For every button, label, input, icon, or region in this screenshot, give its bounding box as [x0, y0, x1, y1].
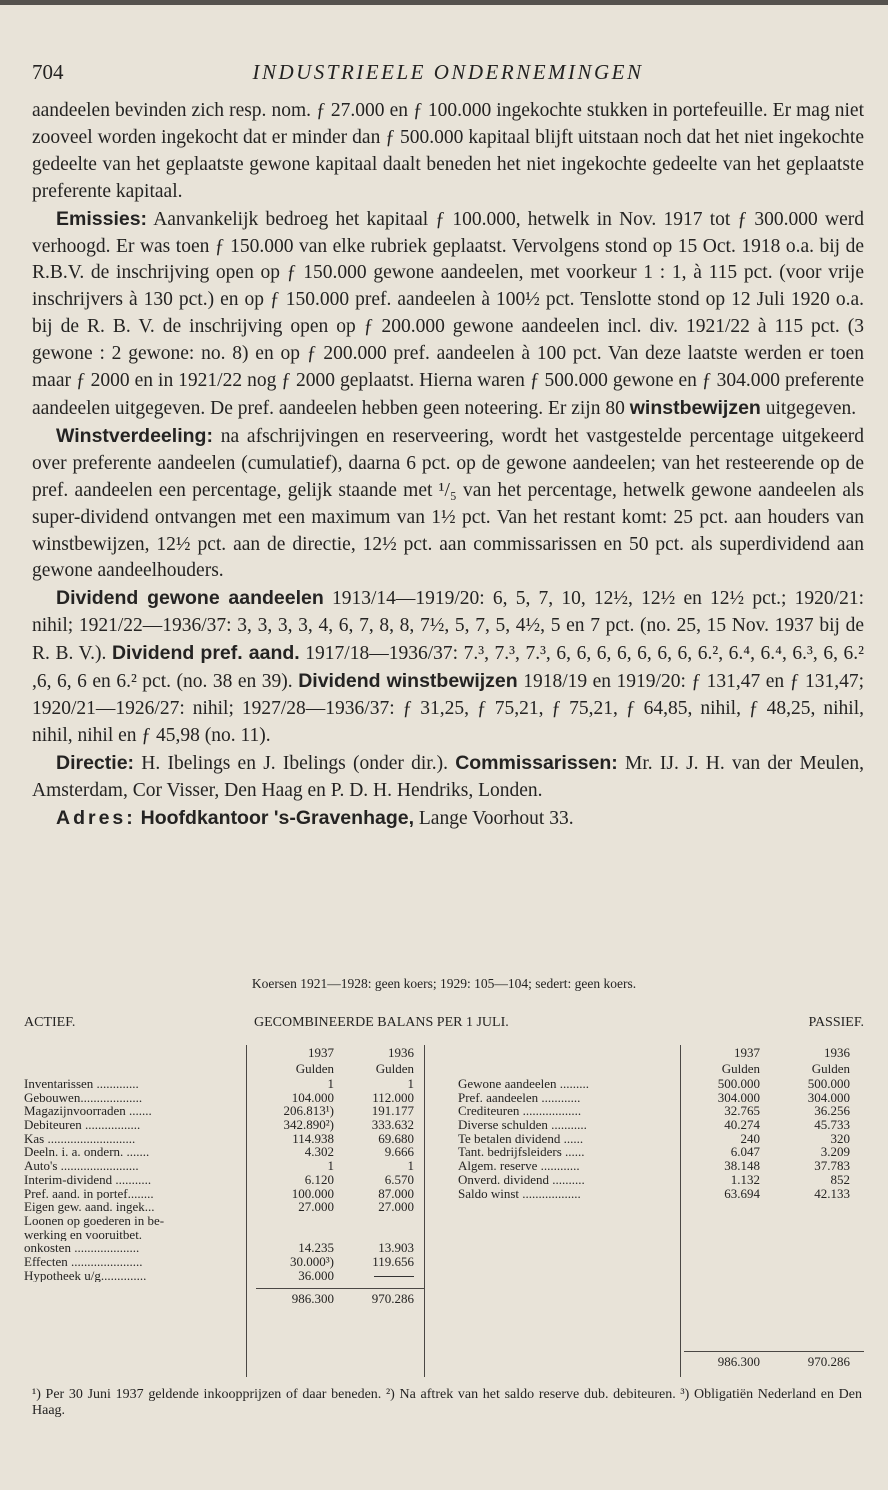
balance-header [24, 1015, 864, 1035]
actief-totals: 986.300 970.286 [24, 1292, 424, 1306]
table-row [24, 1145, 424, 1159]
table-row [24, 1091, 424, 1105]
paragraph-emissies: Emissies: Aanvankelijk bedroeg het kapitaal ƒ 100.000, hetwelk in Nov. 1917 tot ƒ 300.000 werd verhoogd. Er was toen ƒ 150.000 van elke rubriek geplaatst. Vervolgens stond op 15 Oct. 1918 o.a. bij de R.B.V. de inschrijving open op ƒ 150.000 gewone aandeelen, met voorkeur 1 : 1, à 115 pct. (voor vrije inschrijvers à 130 pct.) en op ƒ 150.000 pref. aandeelen à 100½ pct. Tenslotte stond op 12 Juli 1920 o.a. bij de R. B. V. de inschrijving open op ƒ 200.000 gewone aandeelen incl. div. 1921/22 à 115 pct. (3 gewone : 2 gewone: no. 8) en op ƒ 200.000 pref. aandeelen à 100 pct. Van deze laatste werden er toen maar ƒ 2000 en in 1921/22 nog ƒ 2000 geplaatst. Hierna waren ƒ 500.000 gewone en ƒ 304.000 preferente aandeelen uitgegeven. De pref. aandeelen hebben geen noteering. Er zijn 80 winstbewijzen uitgegeven. [32, 207, 864, 419]
row-label: Auto's ........................ [24, 1159, 139, 1173]
row-value-v1936: 191.177 [371, 1103, 414, 1119]
column-divider [424, 1045, 425, 1377]
row-label: Crediteuren .................. [458, 1104, 582, 1119]
table-row [24, 1214, 424, 1228]
row-value-v1936: 320 [830, 1130, 850, 1146]
paragraph-adres: Adres: Hoofdkantoor 's-Gravenhage, Lange Voorhout 33. [56, 806, 574, 829]
paragraph-dividend: Dividend gewone aandeelen 1913/14—1919/20: 6, 5, 7, 10, 12½, 12½ en 12½ pct.; 1920/21: nihil; 1921/22—1936/37: 3, 3, 3, 3, 4, 6, 7, 8, 8, 7½, 5, 7, 5, 4½, 5 en 7 pct. (no. 25, 15 Nov. 1937 bij de R. B. V.). Dividend pref. aand. 1917/18—1936/37: 7.³, 7.³, 7.³, 6, 6, 6, 6, 6, 6, 6, 6.², 6.⁴, 6.⁴, 6.³, 6, 6.² ,6, 6, 6 en 6.² pct. (no. 38 en 39). Dividend winstbewijzen 1918/19 en 1919/20: ƒ 131,47 en ƒ 131,47; 1920/21—1926/27: nihil; 1927/28—1936/37: ƒ 31,25, ƒ 75,21, ƒ 75,21, ƒ 64,85, nihil, ƒ 48,25, nihil, nihil, nihil en ƒ 45,98 (no. 11). [32, 587, 864, 746]
row-value-v1937: 32.765 [724, 1103, 760, 1119]
row-value-v1937: 342.890²) [283, 1117, 334, 1133]
passief-rows [458, 1077, 864, 1200]
row-label: Hypotheek u/g.............. [24, 1268, 147, 1283]
balance-title: GECOMBINEERDE BALANS PER 1 JULI. [254, 1015, 509, 1030]
row-value-v1937: 6.120 [304, 1171, 334, 1187]
row-label: onkosten .................... [24, 1241, 140, 1255]
row-label: Onverd. dividend .......... [458, 1172, 585, 1187]
row-label: werking en vooruitbet. [24, 1227, 143, 1242]
row-value-v1937: 4.302 [304, 1144, 334, 1160]
row-value-v1937: 500.000 [717, 1076, 760, 1091]
currency-header: Gulden Gulden [721, 1061, 850, 1076]
row-label: Tant. bedrijfsleiders ...... [458, 1145, 585, 1160]
actief-column [24, 1045, 424, 1306]
row-label: Inventarissen ............. [24, 1077, 139, 1091]
total-rule [684, 1351, 864, 1352]
row-value-v1937: 1 [327, 1076, 334, 1091]
table-row [458, 1104, 864, 1118]
row-label: Interim-dividend ........... [24, 1172, 152, 1187]
table-row [458, 1077, 864, 1091]
row-label: Te betalen dividend ...... [458, 1131, 584, 1146]
body-text [32, 98, 864, 832]
row-label: Magazijnvoorraden ....... [24, 1104, 152, 1119]
row-value-v1937: 6.047 [730, 1144, 760, 1160]
row-value-v1936: 13.903 [378, 1240, 414, 1256]
table-row [24, 1228, 424, 1242]
table-row [24, 1118, 424, 1132]
row-value-v1936: 304.000 [807, 1089, 850, 1105]
passief-column [458, 1045, 864, 1200]
row-label: Diverse schulden ........... [458, 1118, 587, 1132]
row-value-v1937: 40.274 [724, 1117, 760, 1133]
row-label: Debiteuren ................. [24, 1118, 141, 1132]
row-value-v1937: 30.000³) [290, 1253, 334, 1269]
row-value-v1937: 36.000 [298, 1267, 334, 1283]
table-row [458, 1187, 864, 1201]
table-row [458, 1145, 864, 1159]
row-value-v1936: 37.783 [814, 1158, 850, 1174]
row-value-v1936: 9.666 [384, 1144, 414, 1160]
table-row [458, 1118, 864, 1132]
table-row [24, 1077, 424, 1091]
table-row [458, 1173, 864, 1187]
row-value-v1937: 100.000 [291, 1185, 334, 1201]
dash-mark [374, 1276, 414, 1277]
row-label: Effecten ...................... [24, 1254, 143, 1269]
row-value-v1937: 63.694 [724, 1185, 760, 1201]
row-value-v1936: 27.000 [378, 1199, 414, 1215]
row-value-v1937: 27.000 [298, 1199, 334, 1215]
row-label: Algem. reserve ............ [458, 1159, 580, 1173]
row-value-v1936: 6.570 [384, 1171, 414, 1187]
row-value-v1937: 114.938 [292, 1130, 334, 1146]
table-row [24, 1104, 424, 1118]
table-row [24, 1255, 424, 1269]
row-value-v1937: 240 [740, 1130, 760, 1146]
table-row [24, 1173, 424, 1187]
row-label: Eigen gew. aand. ingek... [24, 1200, 155, 1214]
row-value-v1936: 500.000 [807, 1076, 850, 1091]
running-title: INDUSTRIEELE ONDERNEMINGEN [252, 60, 644, 84]
actief-label: ACTIEF. [24, 1015, 76, 1030]
passief-label: PASSIEF. [808, 1015, 864, 1030]
row-label: Pref. aand. in portef........ [24, 1186, 154, 1201]
balance-sheet [24, 1015, 864, 1369]
table-row [24, 1132, 424, 1146]
page-number: 704 [32, 60, 64, 84]
total-rule [256, 1288, 424, 1289]
row-value-v1936: 87.000 [378, 1185, 414, 1201]
top-border [0, 0, 888, 5]
koersen-line: Koersen 1921—1928: geen koers; 1929: 105—104; sedert: geen koers. [251, 976, 637, 991]
row-value-v1936 [342, 1269, 414, 1283]
row-value-v1936: 1 [407, 1076, 414, 1091]
paragraph-directie: Directie: H. Ibelings en J. Ibelings (onder dir.). Commissarissen: Mr. IJ. J. H. van der Meulen, Amsterdam, Cor Visser, Den Haag en P. D. H. Hendriks, Londen. [32, 751, 864, 801]
row-value-v1936: 45.733 [814, 1117, 850, 1133]
row-value-v1936: 1 [407, 1158, 414, 1174]
row-value-v1936: 112.000 [372, 1089, 414, 1105]
currency-header: Gulden Gulden [295, 1061, 414, 1076]
row-value-v1937: 1.132 [730, 1171, 760, 1187]
row-value-v1937: 304.000 [717, 1089, 760, 1105]
actief-rows [24, 1077, 424, 1282]
table-row [24, 1241, 424, 1255]
table-row [458, 1091, 864, 1105]
passief-totals: 986.300 970.286 [684, 1355, 864, 1369]
table-row [458, 1159, 864, 1173]
row-value-v1937: 104.000 [291, 1089, 334, 1105]
row-value-v1936: 36.256 [814, 1103, 850, 1119]
row-value-v1937: 206.813¹) [283, 1103, 334, 1119]
row-label: Loonen op goederen in be- [24, 1213, 165, 1228]
row-value-v1937: 14.235 [298, 1240, 334, 1256]
row-value-v1937: 1 [327, 1158, 334, 1174]
footnotes: ¹) Per 30 Juni 1937 geldende inkoopprijzen of daar beneden. ²) Na aftrek van het saldo reserve dub. debiteuren. ³) Obligatiën Nederland en Den Haag. [32, 1387, 862, 1418]
paragraph-intro: aandeelen bevinden zich resp. nom. ƒ 27.000 en ƒ 100.000 ingekochte stukken in portefeuille. Er mag niet zooveel worden ingekocht dat er minder dan ƒ 500.000 kapitaal blijft uitstaan noch dat het niet ingekochte gedeelte van het geplaatste gewone kapitaal daalt beneden het niet ingekochte gedeelte van het geplaatste preferente kapitaal. [32, 100, 864, 202]
row-value-v1937: 38.148 [724, 1158, 760, 1174]
row-label: Pref. aandeelen ............ [458, 1090, 581, 1105]
row-label: Deeln. i. a. ondern. ....... [24, 1145, 150, 1160]
row-value-v1936: 852 [830, 1171, 850, 1187]
year-header: 1937 1936 [734, 1045, 850, 1060]
row-label: Saldo winst .................. [458, 1186, 581, 1201]
row-label: Kas ........................... [24, 1131, 136, 1146]
row-value-v1936: 69.680 [378, 1130, 414, 1146]
page-header [28, 60, 868, 86]
table-row [24, 1159, 424, 1173]
row-value-v1936: 3.209 [820, 1144, 850, 1160]
table-row [24, 1187, 424, 1201]
table-row [24, 1200, 424, 1214]
row-value-v1936: 119.656 [372, 1253, 414, 1269]
paragraph-winstverdeeling: Winstverdeeling: na afschrijvingen en reserveering, wordt het vastgestelde percentage uitgekeerd over preferente aandeelen (cumulatief), daarna 6 pct. op de gewone aandeelen; van het resteerende op de pref. aandeelen een percentage, gelijk staande met ¹/₅ van het percentage, hetwelk gewone aandeelen als super-dividend ontvangen met een maximum van 1½ pct. Van het restant komt: 25 pct. aan houders van winstbewijzen, 12½ pct. aan de directie, 12½ pct. aan commissarissen en 50 pct. als superdividend aan gewone aandeelhouders. [32, 424, 864, 582]
row-label: Gebouwen................... [24, 1090, 143, 1105]
row-value-v1936: 333.632 [371, 1117, 414, 1133]
row-label: Gewone aandeelen ......... [458, 1077, 590, 1091]
row-value-v1936: 42.133 [814, 1185, 850, 1201]
table-row [24, 1269, 424, 1283]
table-row [458, 1132, 864, 1146]
year-header: 1937 1936 [308, 1045, 414, 1060]
